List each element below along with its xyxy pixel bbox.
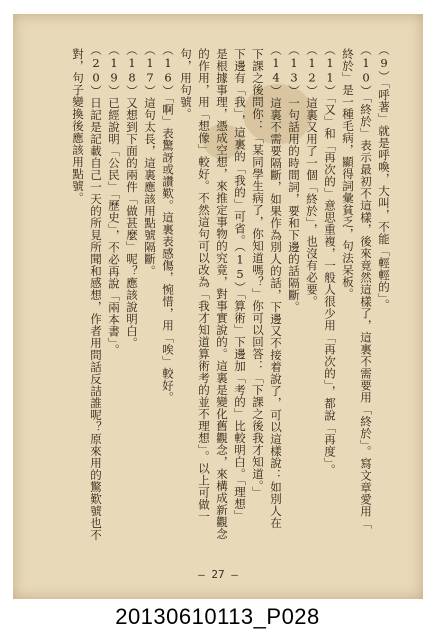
text-line: （9）「呼著」就是呼喚，大叫，不能「輕輕的」。: [377, 44, 391, 311]
text-line: 句，用句號。: [179, 48, 193, 120]
text-line: （11）「又」和「再次的」意思重複，一般人很少用「再次的」，都說「再度」。: [323, 44, 337, 476]
text-line: （18）又想到下面的兩件「做甚麼」呢？應該說明白。: [125, 44, 139, 349]
text-line: （14）這裏不需要隔斷，如果作為別人的話，下邊又不接着說了，可以這樣說：如別人在: [269, 44, 283, 529]
document-page: [13, 14, 423, 599]
page-number: — 27 —: [198, 568, 238, 581]
text-line: 下課之後問你：「某同學生病了，你知道嗎？」你可以回答：「下課之後我才知道。」: [251, 48, 265, 499]
text-line: （19）已經說明「公民」「歷史」，不必再說「兩本書」。: [107, 44, 121, 356]
text-line: （17）這句太長，這裏應該用點號隔斷。: [143, 44, 157, 277]
text-line: 是根據事理，憑成空想，來推定事物的究竟，對事實說的。這裏是變化舊觀念，來構成新觀念: [215, 48, 229, 540]
text-line: （12）這裏又用了一個「終於」，也沒有必要。: [305, 44, 319, 308]
text-line: （13）一句話用的時間詞，要和下邊的話隔斷。: [287, 44, 301, 313]
text-line: 下邊有「我」，這裏的「我的」可省。（15）「算術」下邊加「考的」比較明白。「理想」: [233, 48, 247, 522]
text-line: （10）「終於」表示最初不這樣，後來竟然這樣了，這裏不需要用「終於」。寫文章愛用「: [359, 44, 373, 530]
text-line: 對，句子變換後應該用點號。: [71, 48, 85, 204]
image-caption: 20130610113_P028: [115, 604, 320, 629]
text-line: （20）日記是記載自己一天的所見所聞和感想，作者用問話反詰誰呢？原來用的驚歎號也不: [89, 44, 103, 541]
text-line: （16）「啊」表驚訝或讚歎。這裏表感傷，惋惜，用「唉」較好。: [161, 44, 175, 404]
text-line: 終於」是一種毛病，顯得詞彙貧乏，句法呆板。: [341, 48, 355, 300]
body-text: [53, 44, 393, 564]
text-line: 的作用，用「想像」較好。不然這句可以改為「我才知道算術考的並不理想」。以上可做一: [197, 48, 211, 523]
